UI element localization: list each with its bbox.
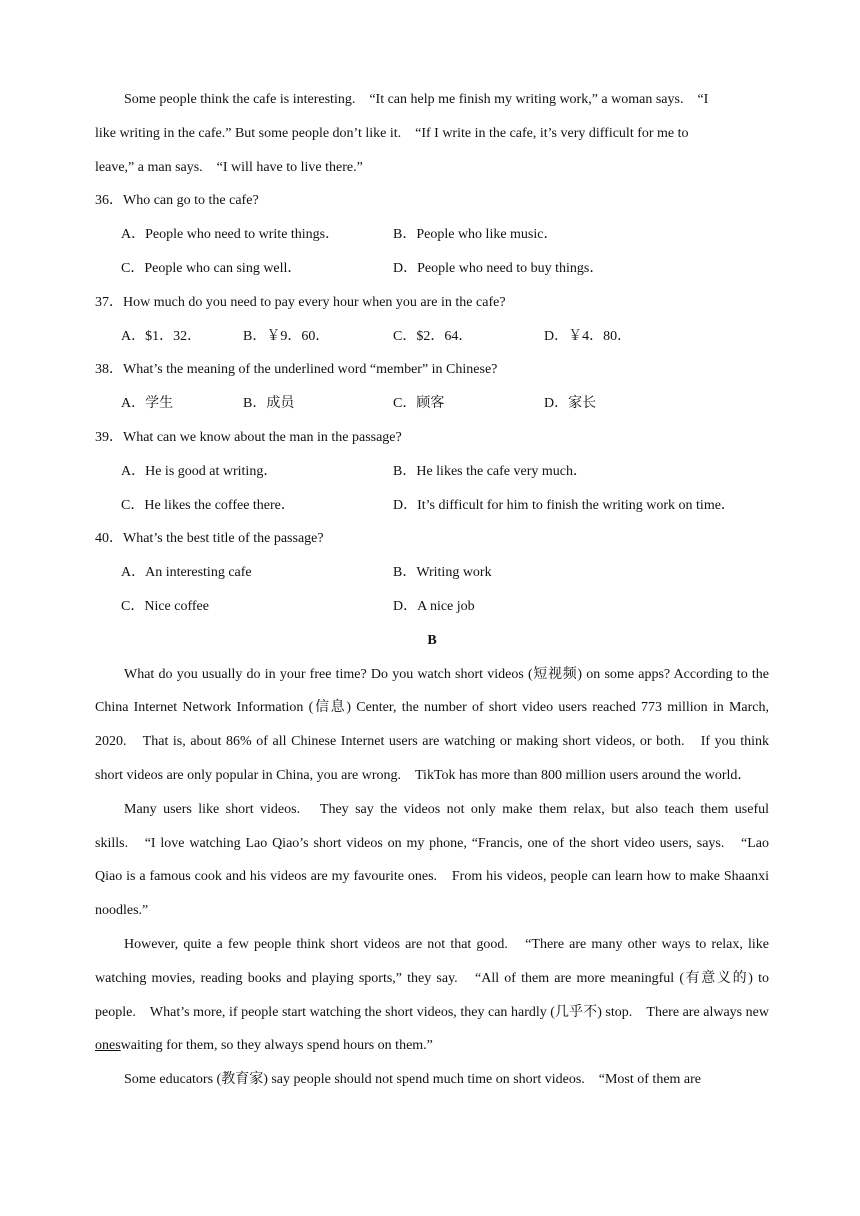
question-stem: 37．How much do you need to pay every hour when you are in the cafe? [95, 294, 506, 310]
option-d: D．It’s difficult for him to finish the writing work on time． [393, 497, 735, 513]
section-heading-b: B [427, 632, 437, 648]
paragraph-text: waiting for them, so they always spend hours on them.” [120, 1038, 433, 1054]
question-stem: 36．Who can go to the cafe? [95, 193, 259, 209]
option-d: D．￥4．80． [544, 328, 632, 344]
option-c: C．$2．64． [393, 328, 473, 344]
option-c: C．He likes the coffee there． [121, 497, 295, 513]
option-d: D．A nice job [393, 598, 475, 614]
question-stem: 38．What’s the meaning of the underlined word “member” in Chinese? [95, 362, 498, 378]
option-a: A．He is good at writing． [121, 463, 278, 479]
passage-line: like writing in the cafe.” But some people don’t like it. “If I write in the cafe, it’s very difficult for me to [95, 125, 689, 141]
option-a: A．学生 [121, 396, 174, 412]
passage-b-paragraph-3 [95, 928, 769, 1063]
question-36 [95, 184, 769, 285]
option-b: B．People who like music． [393, 227, 558, 243]
question-stem: 40．What’s the best title of the passage? [95, 531, 324, 547]
question-38 [95, 353, 769, 421]
document-page [95, 83, 769, 1097]
option-b: B．￥9．60． [243, 328, 330, 344]
passage-b-paragraph-4: Some educators (教育家) say people should not spend much time on short videos. “Most of them are [124, 1072, 702, 1088]
passage-a-ending [95, 83, 769, 184]
option-b: B．He likes the cafe very much． [393, 463, 587, 479]
question-stem: 39．What can we know about the man in the passage? [95, 429, 402, 445]
passage-b-paragraph-2: Many users like short videos. They say the videos not only make them relax, but also teach them useful skills. “I love watching Lao Qiao’s short videos on my phone, “Francis, one of the short video users, says. “Lao Qiao is a famous cook and his videos are my favourite ones. From his videos, people can learn how to make Shaanxi noodles.” [95, 801, 769, 919]
option-a: A．An interesting cafe [121, 565, 252, 581]
question-37 [95, 286, 769, 354]
option-b: B．成员 [243, 396, 295, 412]
option-a: A．$1．32． [121, 328, 202, 344]
passage-line: Some people think the cafe is interesting. “It can help me finish my writing work,” a woman says. “I [124, 92, 709, 107]
passage-b-paragraph-1: What do you usually do in your free time? Do you watch short videos (短视频) on some apps? According to the China Internet Network Information (信息) Center, the number of short video users reached 773 million in March, 2020. That is, about 86% of all Chinese Internet users are watching or making short videos, or both. If you think short videos are only popular in China, you are wrong. TikTok has more than 800 million users around the world． [95, 666, 769, 783]
passage-line: leave,” a man says. “I will have to live there.” [95, 159, 363, 175]
underlined-word-ones: ones [95, 1038, 121, 1054]
question-40 [95, 522, 769, 623]
option-a: A．People who need to write things． [121, 227, 340, 243]
question-39 [95, 421, 769, 522]
option-d: D．People who need to buy things． [393, 260, 604, 276]
option-c: C．People who can sing well． [121, 260, 302, 276]
option-c: C．Nice coffee [121, 598, 209, 614]
option-d: D．家长 [544, 396, 597, 412]
paragraph-text: However, quite a few people think short videos are not that good. “There are many other ways to relax, like watching movies, reading books and playing sports,” they say. “All of them are more meaningful (有意义的) to people. What’s more, if people start watching the short videos, they can hardly (几乎不) stop. There are always new [95, 936, 769, 1020]
option-b: B．Writing work [393, 565, 492, 581]
option-c: C．顾客 [393, 396, 445, 412]
